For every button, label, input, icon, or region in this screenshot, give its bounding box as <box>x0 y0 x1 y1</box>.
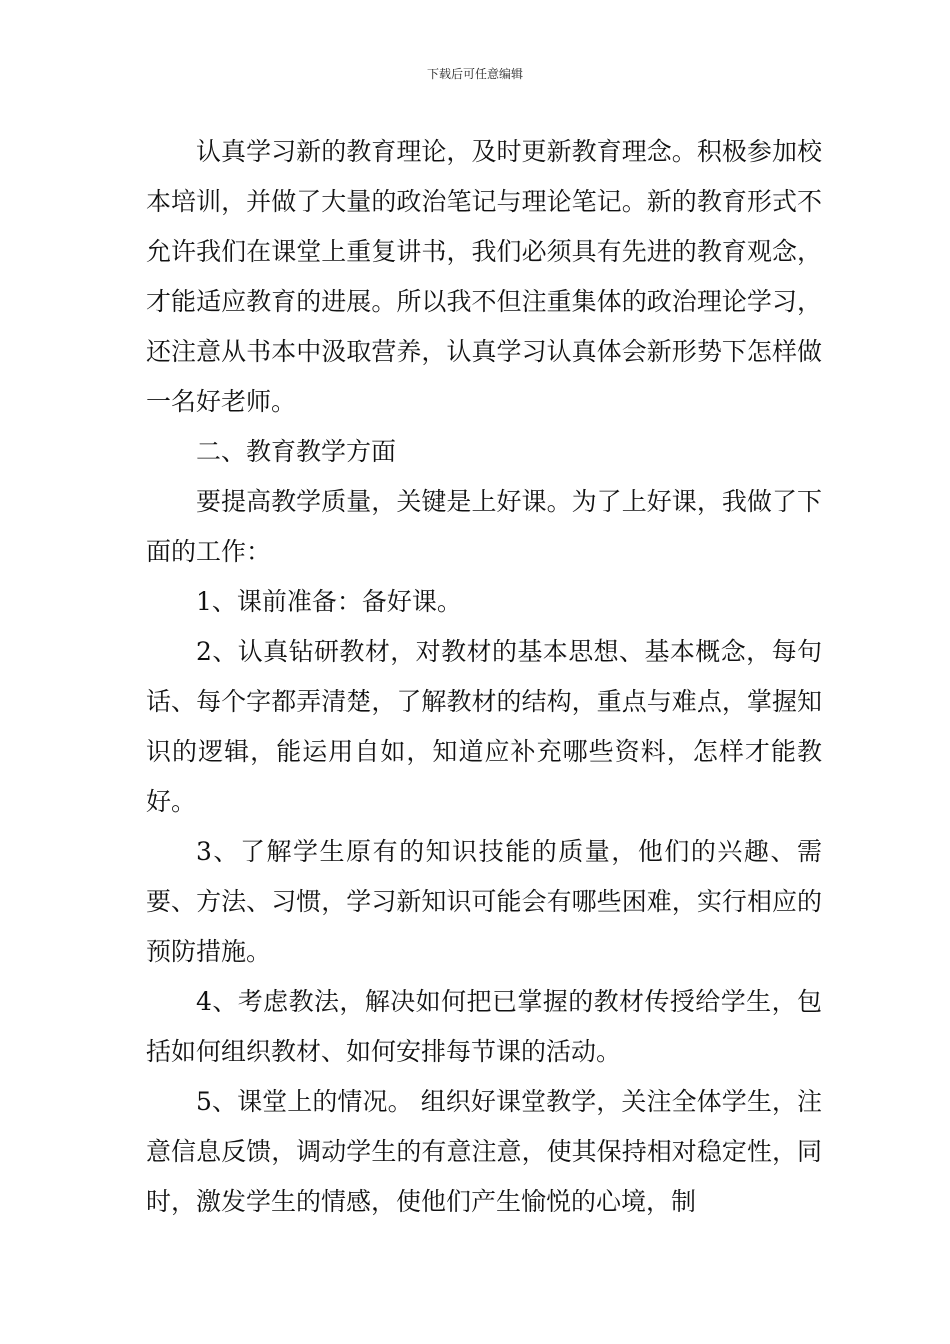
list-item-4: 4、考虑教法，解决如何把已掌握的教材传授给学生，包括如何组织教材、如何安排每节课的活动。 <box>146 987 822 1066</box>
section-heading-teaching: 二、教育教学方面 <box>196 437 397 466</box>
paragraph-study-theory: 认真学习新的教育理论，及时更新教育理念。积极参加校本培训，并做了大量的政治笔记与理论笔记。新的教育形式不允许我们在课堂上重复讲书，我们必须具有先进的教育观念，才能适应教育的进展。所以我不但注重集体的政治理论学习，还注意从书本中汲取营养，认真学习认真体会新形势下怎样做一名好老师。 <box>146 137 822 416</box>
list-item-5: 5、课堂上的情况。 组织好课堂教学，关注全体学生，注意信息反馈，调动学生的有意注意，使其保持相对稳定性，同时，激发学生的情感，使他们产生愉悦的心境，制 <box>146 1087 822 1216</box>
page-header-note: 下载后可任意编辑 <box>426 67 523 81</box>
paragraph-teaching-quality: 要提高教学质量，关键是上好课。为了上好课，我做了下面的工作： <box>146 487 822 566</box>
list-item-3: 3、了解学生原有的知识技能的质量，他们的兴趣、需要、方法、习惯，学习新知识可能会有哪些困难，实行相应的预防措施。 <box>146 837 822 966</box>
document-body <box>146 127 822 1227</box>
list-item-2: 2、认真钻研教材，对教材的基本思想、基本概念，每句话、每个字都弄清楚，了解教材的结构，重点与难点，掌握知识的逻辑，能运用自如，知道应补充哪些资料，怎样才能教好。 <box>146 637 822 816</box>
list-item-1: 1、课前准备：备好课。 <box>196 587 462 616</box>
